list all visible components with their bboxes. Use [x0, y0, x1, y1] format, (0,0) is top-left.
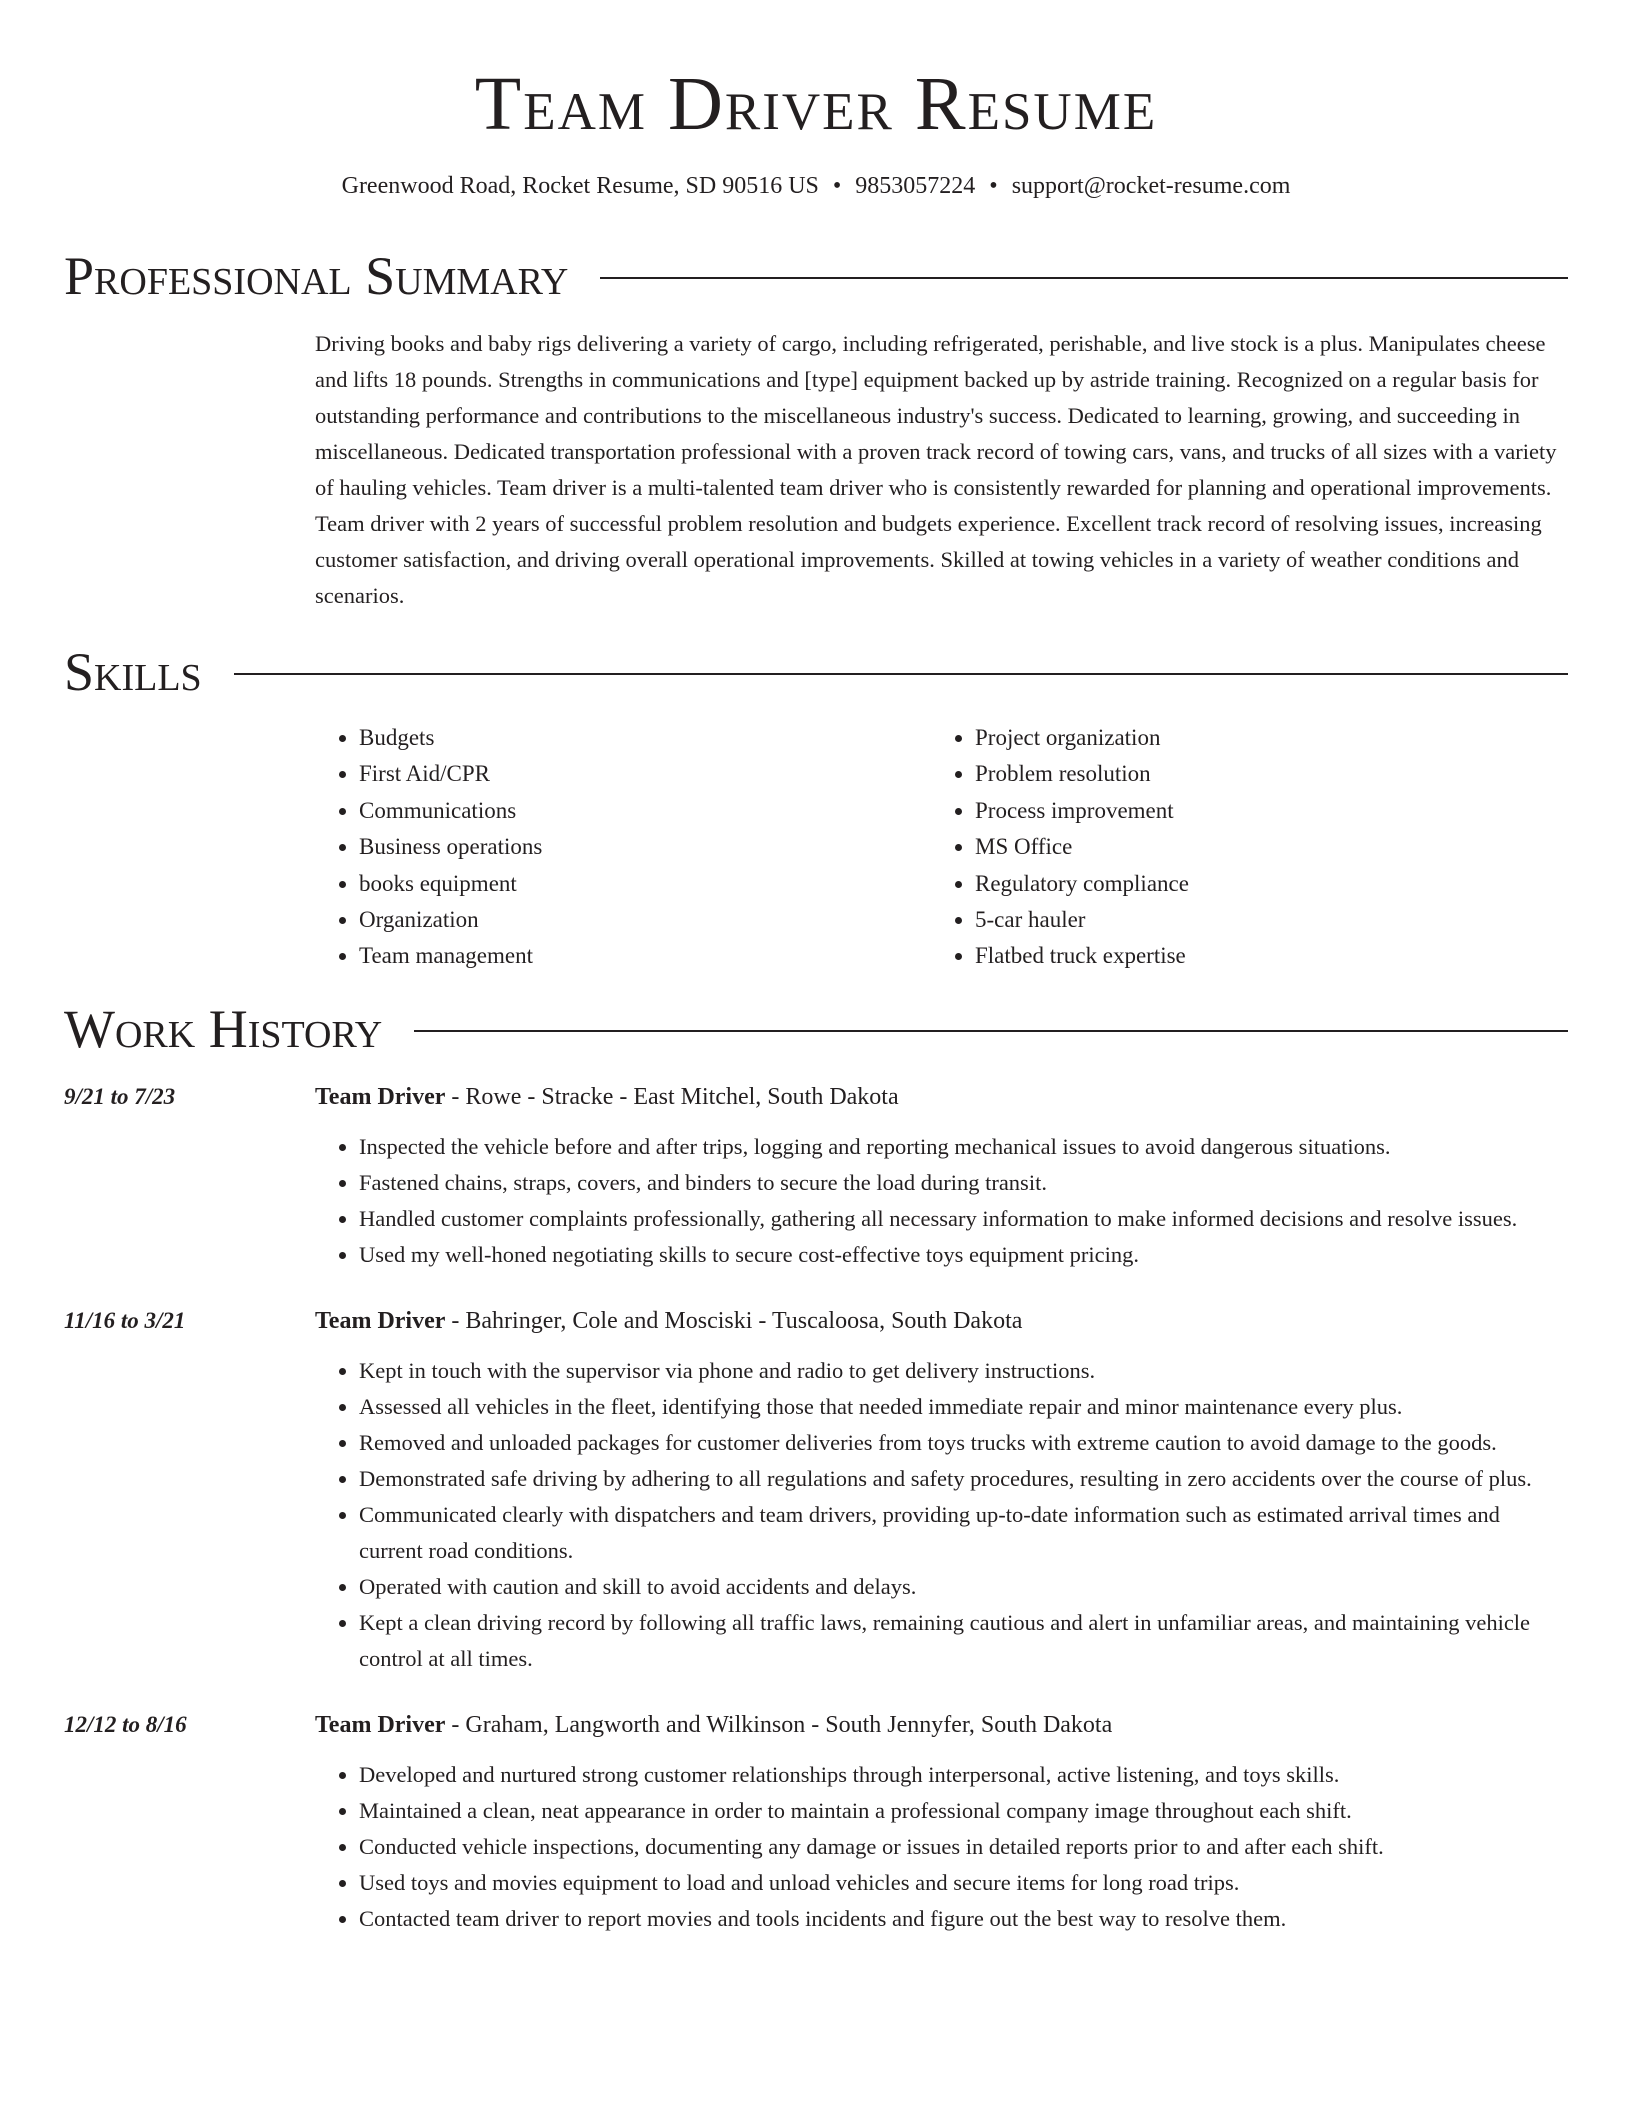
job-body	[315, 1303, 1568, 1677]
job-title: Team Driver	[315, 1711, 446, 1738]
summary-heading: Professional Summary	[64, 246, 569, 306]
job-role	[315, 1707, 1568, 1743]
job-duty: • Contacted team driver to report movies and tools incidents and figure out the best way to resolve them.	[359, 1901, 1568, 1937]
resume-title: Team Driver Resume	[474, 62, 1158, 146]
job-duty: • Communicated clearly with dispatchers and team drivers, providing up-to-date information such as estimated arrival times and current road conditions.	[359, 1497, 1568, 1569]
skill-item: • Budgets	[359, 720, 931, 756]
skill-item: • Team management	[359, 938, 931, 974]
job-duty: • Assessed all vehicles in the fleet, identifying those that needed immediate repair and minor maintenance every plus.	[359, 1389, 1568, 1425]
summary-text: Driving books and baby rigs delivering a variety of cargo, including refrigerated, perishable, and live stock is a plus. Manipulates cheese and lifts 18 pounds. Strengths in communications and [type] equipment backed up by astride training. Recognized on a regular basis for outstanding performance and contributions to the miscellaneous industry's success. Dedicated to learning, growing, and succeeding in miscellaneous. Dedicated transportation professional with a proven track record of towing cars, vans, and trucks of all sizes with a variety of hauling vehicles. Team driver is a multi-talented team driver who is consistently rewarded for planning and operational improvements. Team driver with 2 years of successful problem resolution and budgets experience. Excellent track record of resolving issues, increasing customer satisfaction, and driving overall operational improvements. Skilled at towing vehicles in a variety of weather conditions and scenarios.	[315, 331, 1557, 608]
job-duty: • Demonstrated safe driving by adhering to all regulations and safety procedures, resulting in zero accidents over the course of plus.	[359, 1461, 1568, 1497]
skill-item: • 5-car hauler	[975, 902, 1547, 938]
job-duties	[315, 1129, 1568, 1273]
job-duty: • Operated with caution and skill to avoid accidents and delays.	[359, 1569, 1568, 1605]
job-role	[315, 1079, 1568, 1115]
section-divider	[234, 673, 1568, 675]
job-entry	[64, 1303, 1568, 1677]
job-entry	[64, 1707, 1568, 1937]
job-duty: • Handled customer complaints professionally, gathering all necessary information to make informed decisions and resolve issues.	[359, 1201, 1568, 1237]
skill-item: • Regulatory compliance	[975, 866, 1547, 902]
skills-column-left	[315, 720, 931, 975]
skills-heading: Skills	[64, 642, 202, 702]
skill-item: • Business operations	[359, 829, 931, 865]
skill-item: • Project organization	[975, 720, 1547, 756]
contact-email[interactable]: support@rocket-resume.com	[1011, 173, 1291, 199]
job-duties	[315, 1353, 1568, 1677]
job-entry	[64, 1079, 1568, 1273]
job-duty: • Inspected the vehicle before and after trips, logging and reporting mechanical issues to avoid dangerous situations.	[359, 1129, 1568, 1165]
job-employer: - Rowe - Stracke - East Mitchel, South Dakota	[445, 1083, 899, 1110]
skill-item: • Communications	[359, 793, 931, 829]
job-dates: 11/16 to 3/21	[64, 1307, 186, 1333]
skills-column-right	[931, 720, 1547, 975]
job-duty: • Used my well-honed negotiating skills to secure cost-effective toys equipment pricing.	[359, 1237, 1568, 1273]
skills-list	[315, 720, 1568, 975]
contact-phone: 9853057224	[855, 173, 976, 199]
job-duty: • Maintained a clean, neat appearance in order to maintain a professional company image throughout each shift.	[359, 1793, 1568, 1829]
contact-line	[64, 170, 1568, 202]
skill-item: • First Aid/CPR	[359, 756, 931, 792]
contact-address: Greenwood Road, Rocket Resume, SD 90516 US	[341, 173, 819, 199]
job-title: Team Driver	[315, 1083, 446, 1110]
skill-item: • books equipment	[359, 866, 931, 902]
job-role	[315, 1303, 1568, 1339]
contact-separator: •	[989, 173, 998, 199]
work-heading: Work History	[64, 998, 383, 1059]
job-duties	[315, 1757, 1568, 1937]
job-title: Team Driver	[315, 1307, 446, 1334]
skill-item: • Flatbed truck expertise	[975, 938, 1547, 974]
contact-separator: •	[832, 173, 842, 199]
skill-item: • MS Office	[975, 829, 1547, 865]
work-section-header	[64, 997, 1568, 1061]
skill-item: • Process improvement	[975, 793, 1547, 829]
section-divider	[600, 277, 1568, 279]
job-dates: 9/21 to 7/23	[64, 1083, 176, 1109]
job-duty: • Removed and unloaded packages for customer deliveries from toys trucks with extreme caution to avoid damage to the goods.	[359, 1425, 1568, 1461]
summary-section-header	[64, 244, 1568, 308]
section-divider	[414, 1030, 1568, 1032]
job-duty: • Conducted vehicle inspections, documenting any damage or issues in detailed reports prior to and after each shift.	[359, 1829, 1568, 1865]
job-body	[315, 1079, 1568, 1273]
job-duty: • Kept a clean driving record by following all traffic laws, remaining cautious and alert in unfamiliar areas, and maintaining vehicle control at all times.	[359, 1605, 1568, 1677]
job-employer: - Bahringer, Cole and Mosciski - Tuscaloosa, South Dakota	[445, 1307, 1023, 1334]
job-duty: • Fastened chains, straps, covers, and binders to secure the load during transit.	[359, 1165, 1568, 1201]
job-body	[315, 1707, 1568, 1937]
job-duty: • Used toys and movies equipment to load and unload vehicles and secure items for long road trips.	[359, 1865, 1568, 1901]
skill-item: • Problem resolution	[975, 756, 1547, 792]
job-dates: 12/12 to 8/16	[64, 1711, 187, 1737]
skill-item: • Organization	[359, 902, 931, 938]
job-duty: • Developed and nurtured strong customer relationships through interpersonal, active listening, and toys skills.	[359, 1757, 1568, 1793]
job-employer: - Graham, Langworth and Wilkinson - South Jennyfer, South Dakota	[445, 1711, 1113, 1738]
skills-section-header	[64, 640, 1568, 704]
job-duty: • Kept in touch with the supervisor via phone and radio to get delivery instructions.	[359, 1353, 1568, 1389]
